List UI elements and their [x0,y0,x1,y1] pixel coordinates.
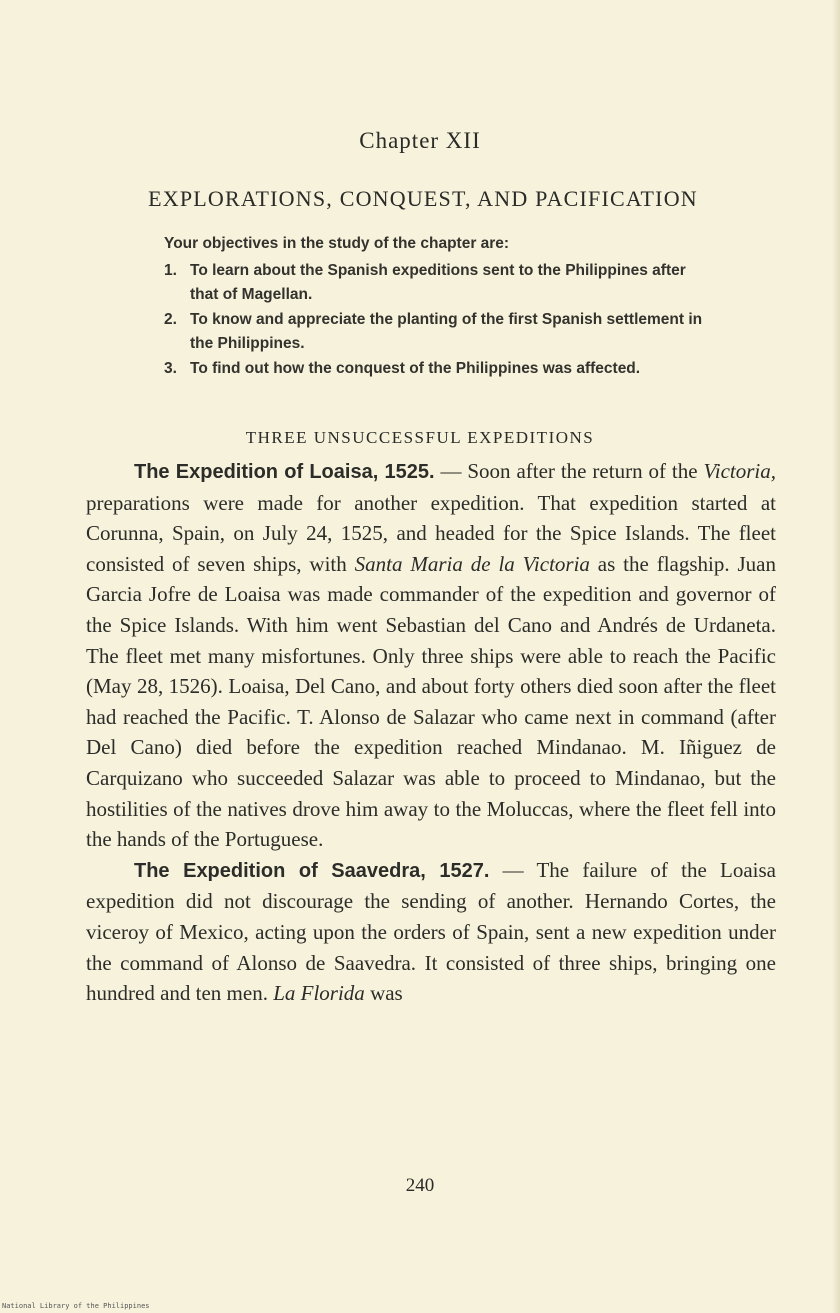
page-number: 240 [405,1175,435,1196]
chapter-label: Chapter XII [359,128,481,153]
ship-name: La Florida [273,981,365,1006]
ship-name: Victoria, [703,459,776,483]
objective-number: 3. [164,359,177,377]
chapter-title: EXPLORATIONS, CONQUEST, AND PACIFICATION [148,186,698,211]
objective-text: To know and appreciate the planting of the first Spanish settlement in the Philippines. [190,310,703,352]
objectives-box [164,232,704,381]
objective-item [164,308,704,357]
paragraph-text: — Soon after the return of the [434,459,704,483]
objective-number: 2. [164,310,177,328]
objective-item [164,259,704,308]
paragraph-text: was [364,981,403,1006]
paragraph-text: — The failure of the Loaisa expedition did not discourage the sending of another. Hernando Cortes, the viceroy of Mexico, acting upon the orders of Spain, sent a new expedition under the command of Alonso de Saavedra. It consisted of three ships, bringing one hundred and ten men. [86,857,776,1006]
paragraph-lead: The Expedition of Saavedra, 1527. [134,859,490,882]
objective-item [164,357,704,382]
paragraph-saavedra [86,855,776,1009]
paragraph-lead: The Expedition of Loaisa, 1525. [134,461,435,483]
paragraph-text: as the flagship. Juan Garcia Jofre de Loaisa was made commander of the expedition and governor of the Spice Islands. With him went Sebastian del Cano and Andrés de Urdaneta. The fleet met many misfortunes. Only three ships were able to reach the Pacific (May 28, 1526). Loaisa, Del Cano, and about forty others died soon after the fleet had reached the Pacific. T. Alonso de Salazar who came next in command (after Del Cano) died before the expedition reached Mindanao. M. Iñiguez de Carquizano who succeeded Salazar was able to proceed to Mindanao, but the hostilities of the natives drove him away to the Moluccas, where the fleet fell into the hands of the Portuguese. [86,551,776,852]
objective-text: To learn about the Spanish expeditions sent to the Philippines after that of Magellan. [190,261,686,303]
paragraph-text: preparations were made for another expedition. That expedition started at Corunna, Spain, on July 24, 1525, and headed for the Spice Islands. The fleet consisted of seven ships, with [86,490,776,576]
page-edge-shadow [832,0,840,1313]
section-heading: THREE UNSUCCESSFUL EXPEDITIONS [245,428,595,447]
ship-name: Santa Maria de la Victoria [354,551,590,576]
body-text [86,456,776,1009]
paragraph-loaisa [86,456,776,855]
objectives-intro: Your objectives in the study of the chapter are: [164,235,510,252]
objective-number: 1. [164,261,177,279]
footer-credit: National Library of the Philippines [2,1302,150,1310]
objective-text: To find out how the conquest of the Philippines was affected. [190,359,641,377]
